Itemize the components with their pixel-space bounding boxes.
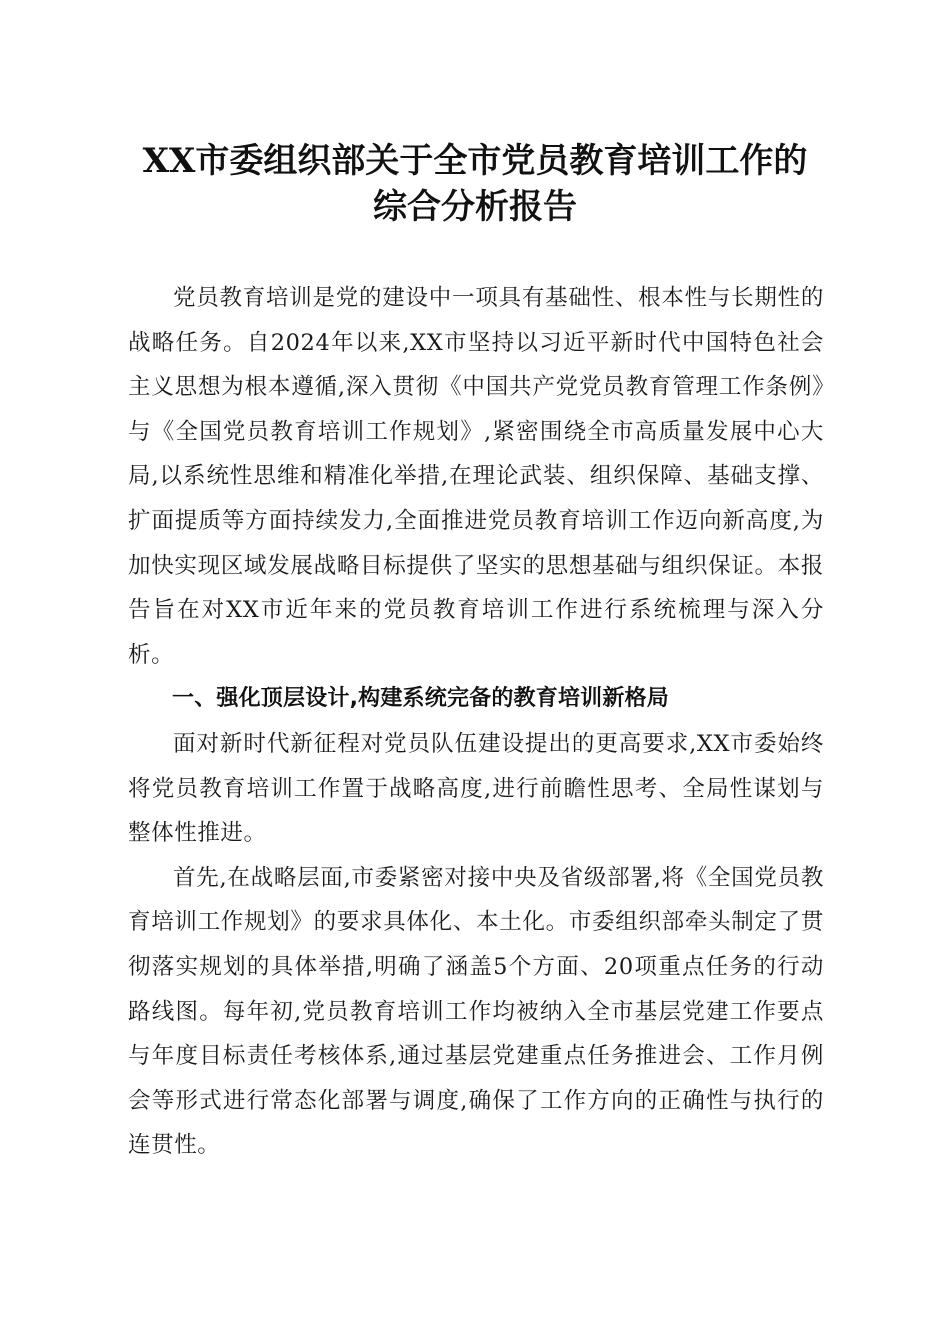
title-line-2: 综合分析报告 [373, 187, 577, 227]
document-body [128, 276, 824, 1168]
section-heading: 一、强化顶层设计,构建系统完备的教育培训新格局 [172, 686, 669, 712]
body-paragraph: 首先,在战略层面,市委紧密对接中央及省级部署,将《全国党员教育培训工作规划》的要求具体化、本土化。市委组织部牵头制定了贯彻落实规划的具体举措,明确了涵盖5个方面、20项重点任务的行动路线图。每年初,党员教育培训工作均被纳入全市基层党建工作要点与年度目标责任考核体系,通过基层党建重点任务推进会、工作月例会等形式进行常态化部署与调度,确保了工作方向的正确性与执行的连贯性。 [128, 864, 824, 1159]
document-title [100, 138, 850, 230]
title-line-1: XX市委组织部关于全市党员教育培训工作的 [142, 141, 808, 181]
intro-paragraph: 党员教育培训是党的建设中一项具有基础性、根本性与长期性的战略任务。自2024年以来,XX市坚持以习近平新时代中国特色社会主义思想为根本遵循,深入贯彻《中国共产党党员教育管理工作条例》与《全国党员教育培训工作规划》,紧密围绕全市高质量发展中心大局,以系统性思维和精准化举措,在理论武装、组织保障、基础支撑、扩面提质等方面持续发力,全面推进党员教育培训工作迈向新高度,为加快实现区域发展战略目标提供了坚实的思想基础与组织保证。本报告旨在对XX市近年来的党员教育培训工作进行系统梳理与深入分析。 [128, 285, 824, 668]
body-paragraph: 面对新时代新征程对党员队伍建设提出的更高要求,XX市委始终将党员教育培训工作置于战略高度,进行前瞻性思考、全局性谋划与整体性推进。 [128, 730, 824, 847]
